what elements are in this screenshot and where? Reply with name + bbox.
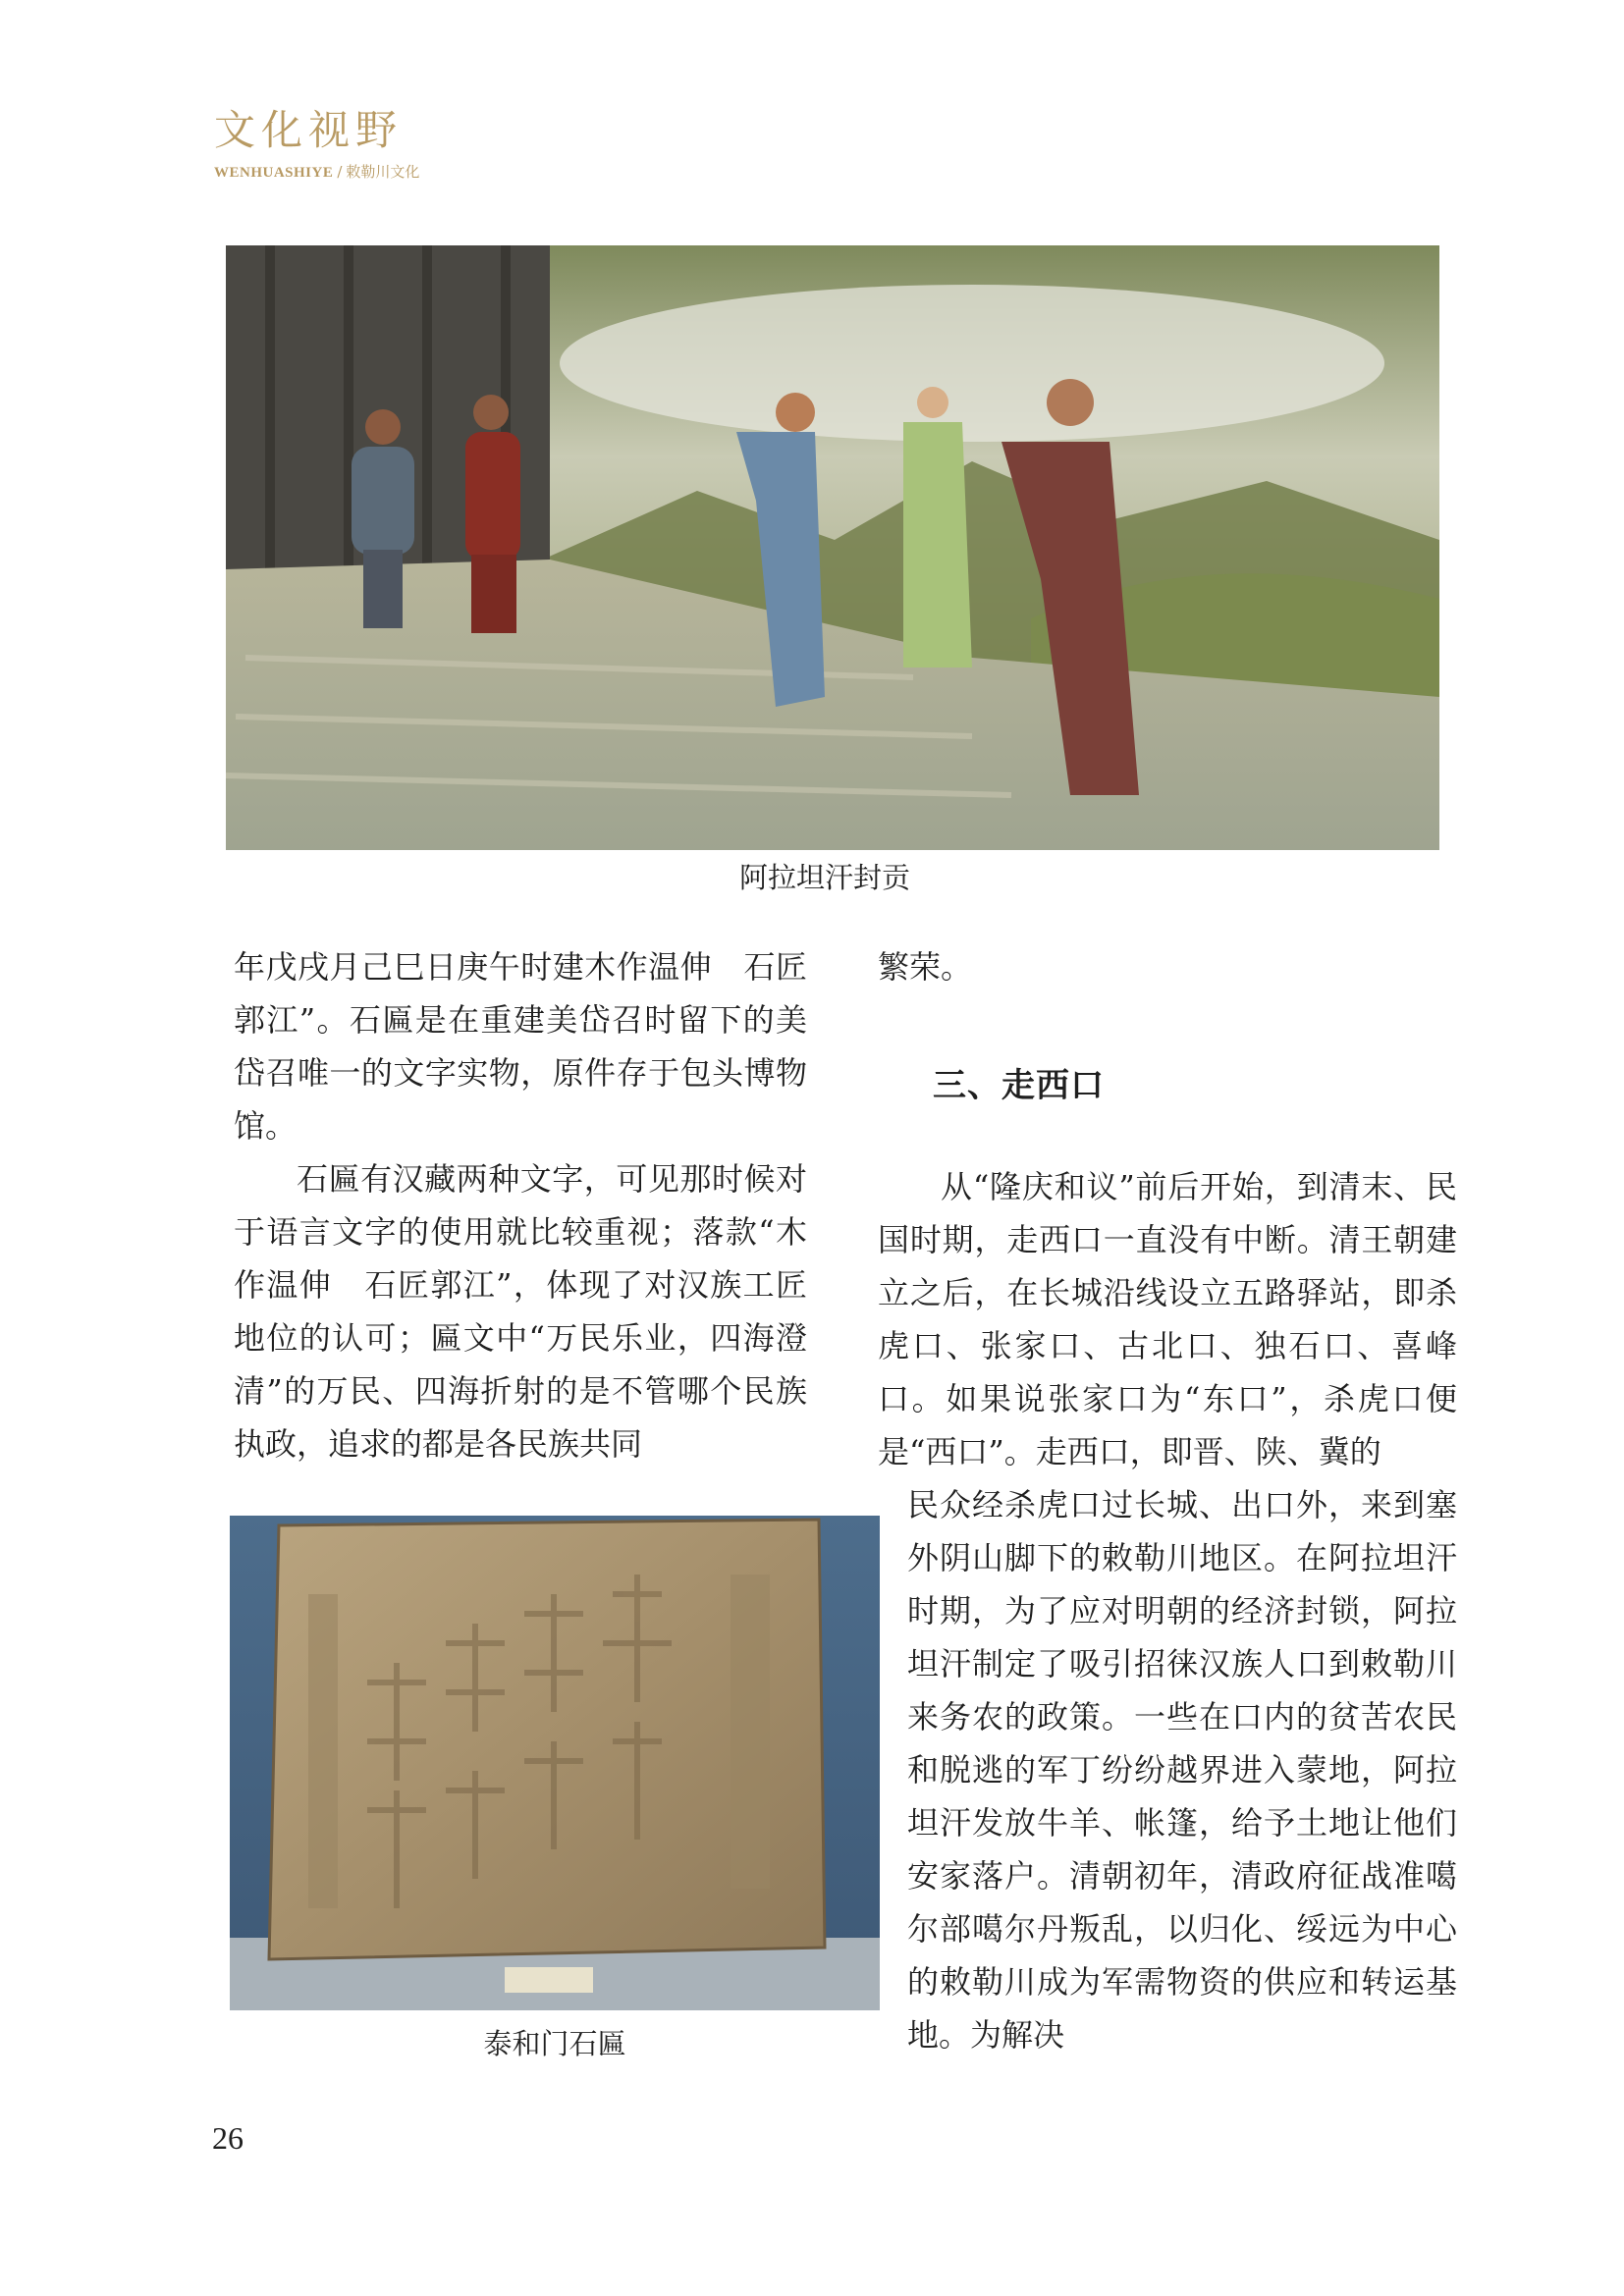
right-paragraph-2: 民众经杀虎口过长城、出口外，来到塞外阴山脚下的敕勒川地区。在阿拉坦汗时期，为了应对明朝的经济封锁，阿拉坦汗制定了吸引招徕汉族人口到敕勒川来务农的政策。一些在口内的贫苦农民和脱逃的军丁纷纷越界进入蒙地，阿拉坦汗发放牛羊、帐篷，给予土地让他们安家落户。清朝初年，清政府征战准噶尔部噶尔丹叛乱，以归化、绥远为中心的敕勒川成为军需物资的供应和转运基地。为解决 [907,1486,1457,2054]
section-column-name: 敕勒川文化 [346,163,420,181]
right-paragraph-0: 繁荣。 [878,948,973,986]
divider-slash: / [337,163,343,181]
bottom-photo-caption: 泰和门石匾 [483,2027,626,2060]
diorama-photo [226,245,1439,850]
section-pinyin: WENHUASHIYE [214,165,334,181]
right-column-lower [907,1478,1457,2061]
section-subtitle [214,161,419,182]
stone-plaque-photo [230,1516,880,2010]
left-paragraph-1: 年戊戌月己巳日庚午时建木作温伸 石匠郭江”。石匾是在重建美岱召时留下的美岱召唯一的文字实物，原件存于包头博物馆。 [234,948,807,1145]
right-paragraph-1: 从“隆庆和议”前后开始，到清末、民国时期，走西口一直没有中断。清王朝建立之后，在长城沿线设立五路驿站，即杀虎口、张家口、古北口、独石口、喜峰口。如果说张家口为“东口”，杀虎口便是“西口”。走西口，即晋、陕、冀的 [878,1168,1457,1470]
section-heading: 三、走西口 [933,1066,1105,1105]
right-column-top [878,940,1457,993]
page-header [214,106,420,182]
figure-green-robe [903,387,972,667]
plaque-label-card [505,1967,593,1993]
left-column [234,940,807,1470]
page-number: 26 [212,2120,244,2156]
top-photo-caption: 阿拉坦汗封贡 [738,861,910,894]
left-paragraph-2: 石匾有汉藏两种文字，可见那时候对于语言文字的使用就比较重视；落款“木作温伸 石匠郭江”，体现了对汉族工匠地位的认可；匾文中“万民乐业，四海澄清”的万民、四海折射的是不管哪个民族执政，追求的都是各民族共同 [234,1160,807,1463]
right-column-main [878,1160,1457,1478]
section-title: 文化视野 [214,106,404,154]
